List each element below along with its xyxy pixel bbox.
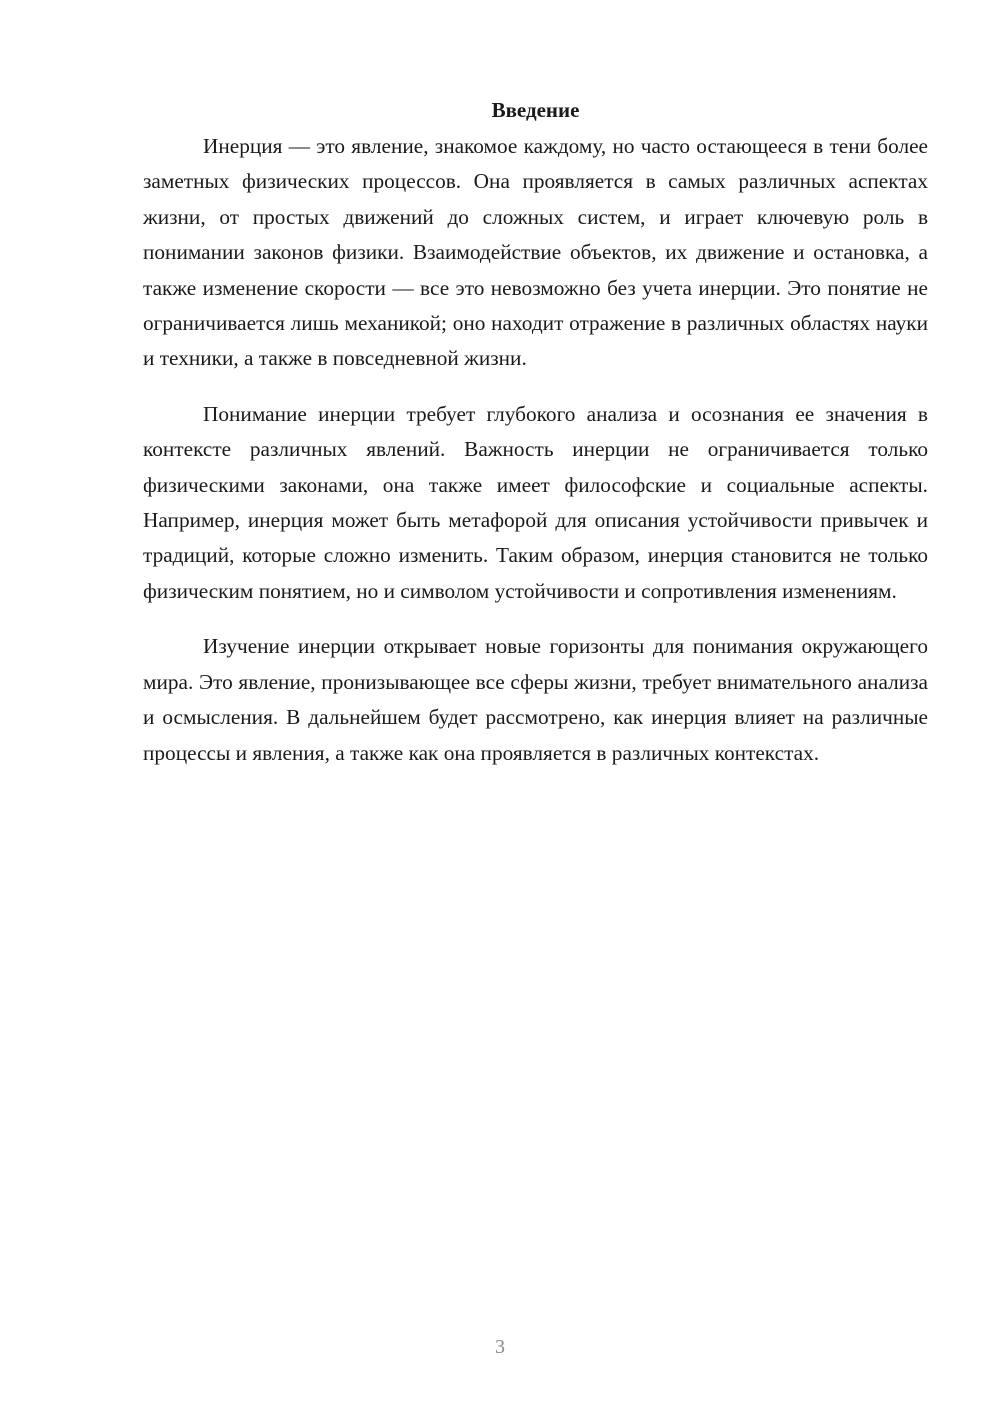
section-heading: Введение bbox=[491, 98, 580, 122]
paragraph-1: Инерция — это явление, знакомое каждому, но часто остающееся в тени более заметных физических процессов. Она проявляется в самых различных аспектах жизни, от простых движений до сложных систем, и играет ключевую роль в понимании законов физики. Взаимодействие объектов, их движение и остановка, а также изменение скорости — все это невозможно без учета инерции. Это понятие не ограничивается лишь механикой; оно находит отражение в различных областях науки и техники, а также в повседневной жизни. bbox=[143, 134, 928, 371]
paragraph-2: Понимание инерции требует глубокого анализа и осознания ее значения в контексте различных явлений. Важность инерции не ограничивается только физическими законами, она также имеет философские и социальные аспекты. Например, инерция может быть метафорой для описания устойчивости привычек и традиций, которые сложно изменить. Таким образом, инерция становится не только физическим понятием, но и символом устойчивости и сопротивления изменениям. bbox=[143, 401, 928, 603]
document-page bbox=[143, 95, 928, 771]
paragraph-3: Изучение инерции открывает новые горизонты для понимания окружающего мира. Это явление, пронизывающее все сферы жизни, требует внимательного анализа и осмысления. В дальнейшем будет рассмотрено, как инерция влияет на различные процессы и явления, а также как она проявляется в различных контекстах. bbox=[143, 634, 928, 765]
page-number: 3 bbox=[495, 1336, 505, 1358]
